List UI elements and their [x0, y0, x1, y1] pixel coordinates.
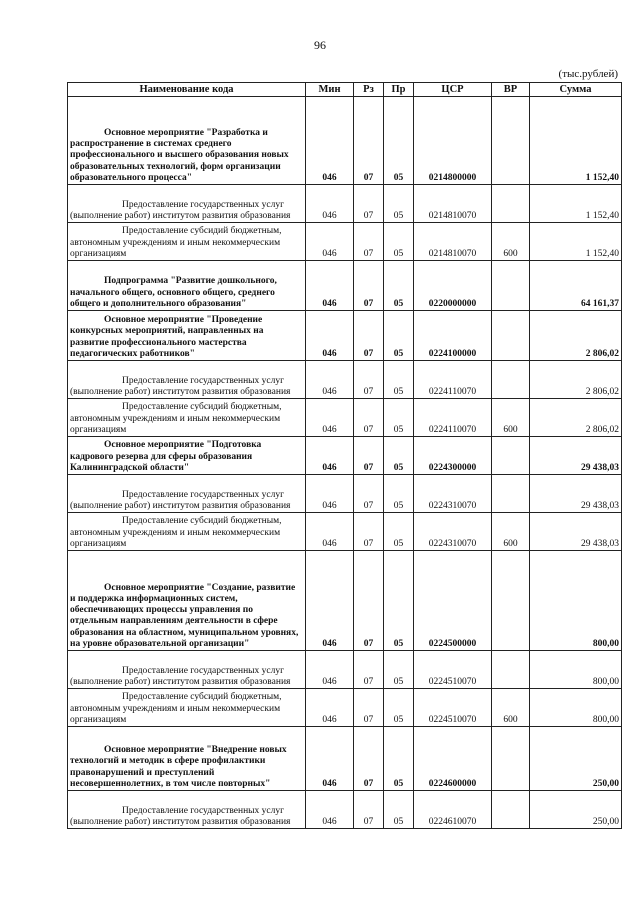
row-pr: 05 [384, 689, 414, 727]
row-min: 046 [306, 513, 354, 551]
row-pr: 05 [384, 551, 414, 651]
table-row [68, 689, 622, 727]
row-vr [492, 185, 530, 223]
row-rz: 07 [354, 513, 384, 551]
row-csr: 0224310070 [414, 513, 492, 551]
table-row [68, 261, 622, 311]
row-sum: 2 806,02 [530, 311, 622, 361]
row-min: 046 [306, 185, 354, 223]
units-label: (тыс.рублей) [558, 68, 618, 80]
row-rz: 07 [354, 361, 384, 399]
table-row [68, 475, 622, 513]
table-row [68, 727, 622, 791]
table-row [68, 551, 622, 651]
row-min: 046 [306, 689, 354, 727]
row-name-text: Основное мероприятие "Внедрение новых технологий и методик в сфере профилактики правонарушений и преступлений несовершеннолетних, в том числе повторных" [70, 745, 287, 789]
row-sum: 1 152,40 [530, 223, 622, 261]
header-sum: Сумма [530, 83, 622, 97]
row-sum: 29 438,03 [530, 513, 622, 551]
row-csr: 0214810070 [414, 185, 492, 223]
row-name-text: Предоставление субсидий бюджетным, автономным учреждениям и иным некоммерческим организациям [70, 226, 282, 259]
row-name [68, 651, 306, 689]
row-min: 046 [306, 437, 354, 475]
row-name [68, 689, 306, 727]
row-vr [492, 551, 530, 651]
row-name-text: Предоставление субсидий бюджетным, автономным учреждениям и иным некоммерческим организациям [70, 692, 282, 725]
row-csr: 0220000000 [414, 261, 492, 311]
row-sum: 800,00 [530, 651, 622, 689]
row-csr: 0214800000 [414, 97, 492, 185]
row-name [68, 399, 306, 437]
row-pr: 05 [384, 791, 414, 829]
table-body [68, 97, 622, 829]
row-vr [492, 361, 530, 399]
row-pr: 05 [384, 361, 414, 399]
row-csr: 0224310070 [414, 475, 492, 513]
row-vr: 600 [492, 513, 530, 551]
row-min: 046 [306, 261, 354, 311]
row-pr: 05 [384, 513, 414, 551]
row-csr: 0224610070 [414, 791, 492, 829]
table-header-row [68, 83, 622, 97]
row-csr: 0224510070 [414, 651, 492, 689]
row-min: 046 [306, 311, 354, 361]
header-min: Мин [306, 83, 354, 97]
row-csr: 0224110070 [414, 361, 492, 399]
table-row [68, 185, 622, 223]
row-name-text: Основное мероприятие "Проведение конкурсных мероприятий, направленных на развитие профессионального мастерства педагогических работников" [70, 315, 264, 359]
table-row [68, 361, 622, 399]
row-sum: 29 438,03 [530, 475, 622, 513]
table-row [68, 223, 622, 261]
row-pr: 05 [384, 727, 414, 791]
budget-table [67, 82, 622, 829]
row-pr: 05 [384, 475, 414, 513]
row-name [68, 551, 306, 651]
row-sum: 250,00 [530, 791, 622, 829]
row-sum: 1 152,40 [530, 97, 622, 185]
row-pr: 05 [384, 97, 414, 185]
row-name-text: Основное мероприятие "Разработка и распространение в системах среднего профессионального и высшего образования новых образовательных технологий, форм организации образовательного процесса" [70, 127, 289, 183]
row-name-text: Основное мероприятие "Подготовка кадрового резерва для сферы образования Калининградской области" [70, 440, 262, 473]
row-name [68, 97, 306, 185]
row-rz: 07 [354, 689, 384, 727]
row-csr: 0224500000 [414, 551, 492, 651]
row-min: 046 [306, 475, 354, 513]
row-rz: 07 [354, 651, 384, 689]
row-name [68, 791, 306, 829]
row-name-text: Предоставление государственных услуг (выполнение работ) институтом развития образования [70, 199, 291, 221]
row-rz: 07 [354, 185, 384, 223]
row-name [68, 513, 306, 551]
table-row [68, 399, 622, 437]
row-pr: 05 [384, 261, 414, 311]
row-name-text: Предоставление субсидий бюджетным, автономным учреждениям и иным некоммерческим организациям [70, 402, 282, 435]
row-vr [492, 727, 530, 791]
row-min: 046 [306, 97, 354, 185]
row-csr: 0214810070 [414, 223, 492, 261]
row-sum: 1 152,40 [530, 185, 622, 223]
row-rz: 07 [354, 791, 384, 829]
table-row [68, 97, 622, 185]
header-pr: Пр [384, 83, 414, 97]
row-name-text: Основное мероприятие "Создание, развитие и поддержка информационных систем, обеспечивающих процессы управления по отдельным направлениям деятельности в сфере образования на областном, муниципальном уровнях, на уровне образовательной организации" [70, 582, 299, 649]
table-row [68, 311, 622, 361]
row-name [68, 475, 306, 513]
row-csr: 0224510070 [414, 689, 492, 727]
row-vr [492, 261, 530, 311]
row-min: 046 [306, 223, 354, 261]
row-min: 046 [306, 361, 354, 399]
row-name [68, 261, 306, 311]
row-rz: 07 [354, 437, 384, 475]
header-csr: ЦСР [414, 83, 492, 97]
table-row [68, 791, 622, 829]
row-vr: 600 [492, 689, 530, 727]
row-rz: 07 [354, 311, 384, 361]
row-rz: 07 [354, 261, 384, 311]
row-min: 046 [306, 399, 354, 437]
row-rz: 07 [354, 551, 384, 651]
row-name-text: Предоставление государственных услуг (выполнение работ) институтом развития образования [70, 489, 291, 511]
row-min: 046 [306, 727, 354, 791]
row-rz: 07 [354, 97, 384, 185]
row-min: 046 [306, 651, 354, 689]
row-sum: 64 161,37 [530, 261, 622, 311]
row-pr: 05 [384, 223, 414, 261]
row-sum: 800,00 [530, 689, 622, 727]
row-pr: 05 [384, 311, 414, 361]
row-vr: 600 [492, 223, 530, 261]
row-csr: 0224100000 [414, 311, 492, 361]
row-rz: 07 [354, 727, 384, 791]
header-name: Наименование кода [68, 83, 306, 97]
row-csr: 0224110070 [414, 399, 492, 437]
row-sum: 250,00 [530, 727, 622, 791]
row-sum: 2 806,02 [530, 361, 622, 399]
row-name [68, 437, 306, 475]
row-name [68, 223, 306, 261]
row-rz: 07 [354, 223, 384, 261]
page-number: 96 [314, 38, 326, 52]
row-name-text: Подпрограмма "Развитие дошкольного, начального общего, основного общего, среднего общего и дополнительного образования" [70, 276, 277, 309]
row-vr [492, 791, 530, 829]
row-sum: 2 806,02 [530, 399, 622, 437]
row-name-text: Предоставление государственных услуг (выполнение работ) институтом развития образования [70, 375, 291, 397]
row-pr: 05 [384, 185, 414, 223]
header-rz: Рз [354, 83, 384, 97]
header-vr: ВР [492, 83, 530, 97]
table-row [68, 437, 622, 475]
row-pr: 05 [384, 651, 414, 689]
row-name-text: Предоставление государственных услуг (выполнение работ) институтом развития образования [70, 805, 291, 827]
row-name-text: Предоставление государственных услуг (выполнение работ) институтом развития образования [70, 665, 291, 687]
row-vr [492, 97, 530, 185]
table-row [68, 651, 622, 689]
row-vr [492, 311, 530, 361]
row-name-text: Предоставление субсидий бюджетным, автономным учреждениям и иным некоммерческим организациям [70, 516, 282, 549]
row-rz: 07 [354, 399, 384, 437]
row-sum: 800,00 [530, 551, 622, 651]
row-csr: 0224300000 [414, 437, 492, 475]
row-vr: 600 [492, 399, 530, 437]
row-csr: 0224600000 [414, 727, 492, 791]
row-name [68, 727, 306, 791]
row-vr [492, 651, 530, 689]
row-name [68, 311, 306, 361]
row-pr: 05 [384, 399, 414, 437]
table-row [68, 513, 622, 551]
row-sum: 29 438,03 [530, 437, 622, 475]
row-min: 046 [306, 791, 354, 829]
row-name [68, 185, 306, 223]
row-vr [492, 475, 530, 513]
row-pr: 05 [384, 437, 414, 475]
row-vr [492, 437, 530, 475]
row-rz: 07 [354, 475, 384, 513]
row-min: 046 [306, 551, 354, 651]
row-name [68, 361, 306, 399]
